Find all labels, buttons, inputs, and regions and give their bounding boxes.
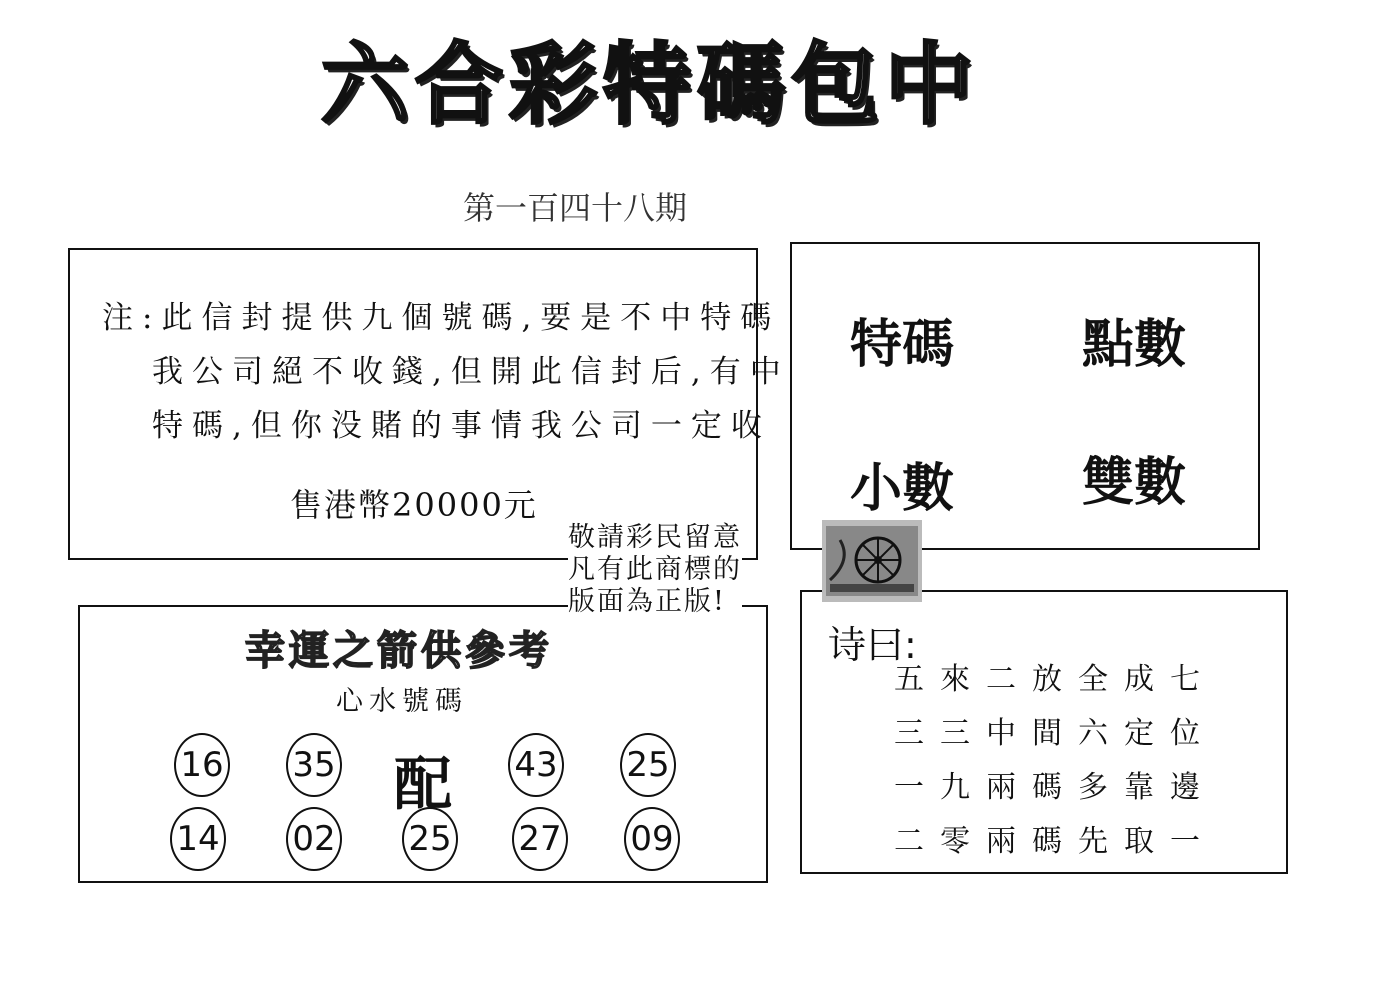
authenticity-notice [568,522,742,618]
type-box [790,242,1260,550]
lucky-number: 25 [620,733,676,797]
notice-line-1: 敬請彩民留意 [568,522,742,553]
note-line-3: 特碼,但你没賭的事情我公司一定收 [152,408,771,444]
notice-line-3: 版面為正版! [568,586,726,617]
lucky-number: 14 [170,807,226,871]
poem-line-2: 三三中間六定位 [894,716,1216,751]
lucky-number: 16 [174,733,230,797]
shuangshu-label: 雙數 [1082,453,1187,513]
dianshu-label: 點數 [1082,315,1187,375]
issue-number: 第一百四十八期 [462,189,687,227]
lucky-number: 43 [508,733,564,797]
notice-line-2: 凡有此商標的 [568,554,742,585]
poem-title: 诗曰: [828,623,917,667]
lucky-title: 幸運之箭供參考 [245,627,553,674]
page-title: 六合彩特碼包中 [320,33,979,136]
poem-box [800,590,1288,874]
tema-label: 特碼 [850,315,955,375]
lucky-numbers-box [78,605,768,883]
note-line-1: 注:此信封提供九個號碼,要是不中特碼 [102,300,781,336]
spinning-wheel-trademark-icon [822,520,922,602]
lucky-number: 25 [402,807,458,871]
xiaoshu-label: 小數 [850,459,955,519]
poem-line-1: 五來二放全成七 [894,662,1216,697]
lucky-number: 02 [286,807,342,871]
note-box [68,248,790,560]
lucky-subtitle: 心水號碼 [336,686,468,717]
note-line-2: 我公司絕不收錢,但開此信封后,有中 [152,354,790,390]
lucky-number: 35 [286,733,342,797]
lucky-number: 09 [624,807,680,871]
poem-line-3: 一九兩碼多靠邊 [894,770,1216,805]
pair-label: 配 [394,750,453,818]
poem-line-4: 二零兩碼先取一 [894,824,1216,859]
lucky-number: 27 [512,807,568,871]
price: 售港幣20000元 [290,486,538,524]
